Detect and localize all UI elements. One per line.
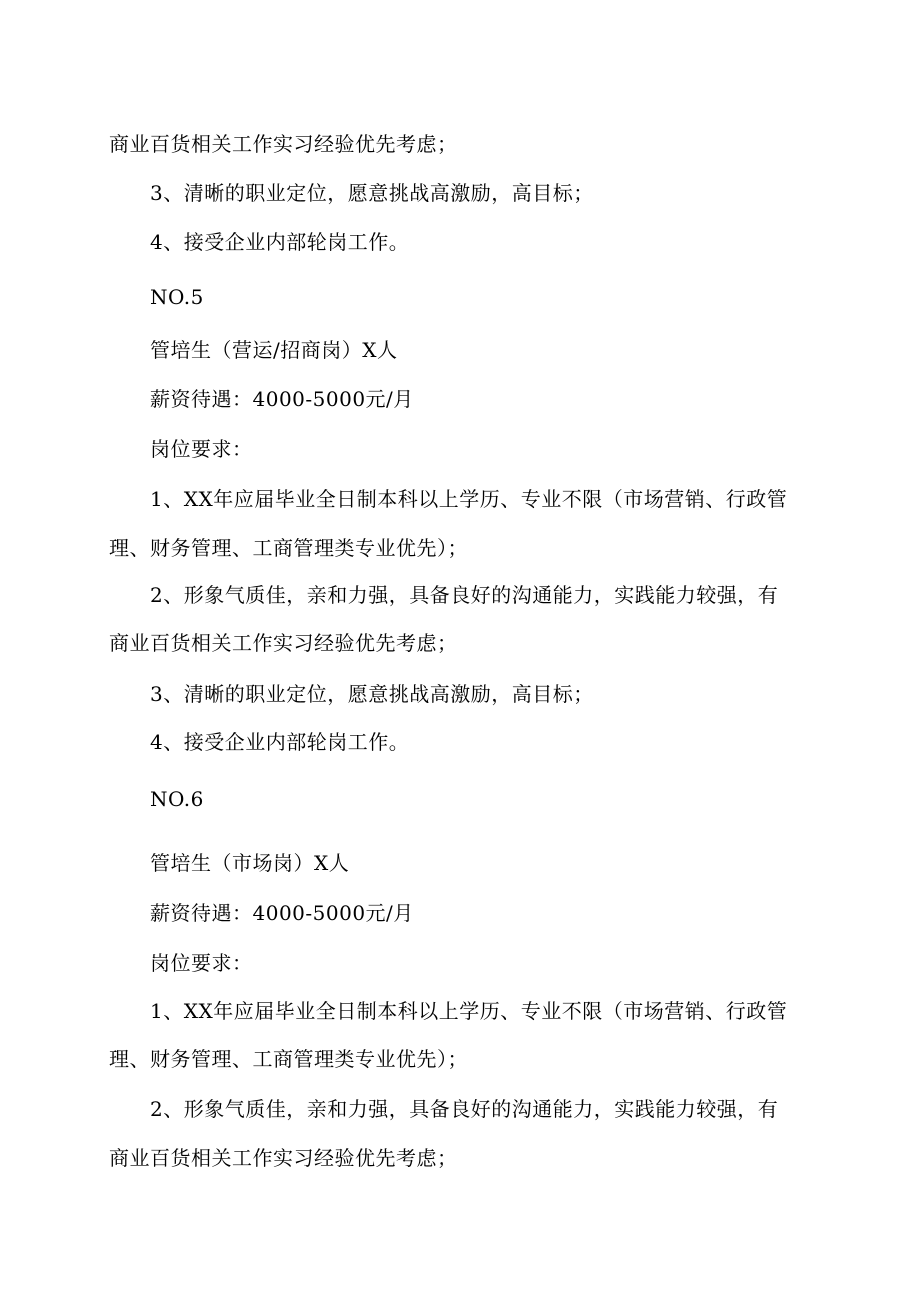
text-line: 理、财务管理、工商管理类专业优先）； [109,536,468,560]
text-line: 4、接受企业内部轮岗工作。 [150,730,410,754]
text-line: 1、XX年应届毕业全日制本科以上学历、专业不限（市场营销、行政管 [150,487,788,511]
text-line: 商业百货相关工作实习经验优先考虑； [109,631,458,655]
salary-line: 薪资待遇：4000-5000元/月 [150,901,414,925]
section-number: NO.6 [150,787,204,811]
text-line: 4、接受企业内部轮岗工作。 [150,230,410,254]
text-line: 理、财务管理、工商管理类专业优先）； [109,1047,468,1071]
position-title: 管培生（营运/招商岗）X人 [150,338,398,362]
text-line: 3、清晰的职业定位，愿意挑战高激励，高目标； [150,181,594,205]
text-line: 商业百货相关工作实习经验优先考虑； [109,132,458,156]
salary-line: 薪资待遇：4000-5000元/月 [150,387,414,411]
requirements-heading: 岗位要求： [150,951,253,975]
text-line: 2、形象气质佳，亲和力强，具备良好的沟通能力，实践能力较强，有 [150,1097,779,1121]
text-line: 3、清晰的职业定位，愿意挑战高激励，高目标； [150,682,594,706]
position-title: 管培生（市场岗）X人 [150,851,350,875]
text-line: 商业百货相关工作实习经验优先考虑； [109,1146,458,1170]
requirements-heading: 岗位要求： [150,437,253,461]
section-number: NO.5 [150,285,204,309]
text-line: 2、形象气质佳，亲和力强，具备良好的沟通能力，实践能力较强，有 [150,583,779,607]
text-line: 1、XX年应届毕业全日制本科以上学历、专业不限（市场营销、行政管 [150,999,788,1023]
